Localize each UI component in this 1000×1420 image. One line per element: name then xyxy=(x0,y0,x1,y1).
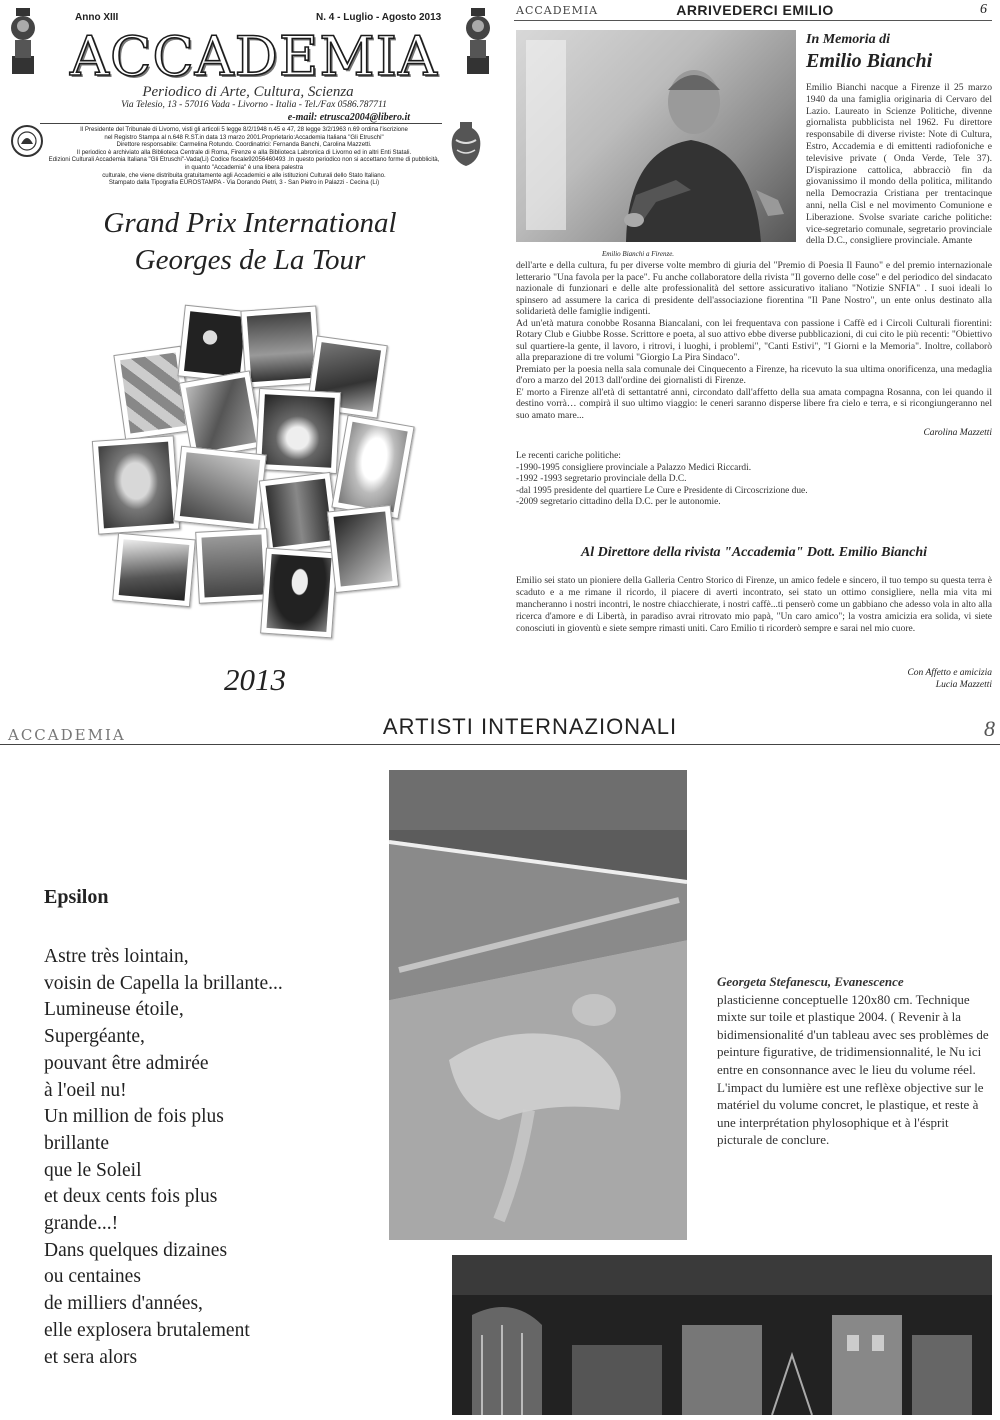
collage-card xyxy=(173,446,266,531)
collage-card xyxy=(195,528,271,604)
legal-line: Edizioni Culturali Accademia Italiana "Gli Etruschi"-Vada(Li) Codice fiscale92056460493 .In questo periodico non si accettano forme di pubblicità, in quanto "Accademia" è una libera palestra xyxy=(48,156,440,171)
man-portrait-icon xyxy=(516,30,796,242)
collage-card xyxy=(240,305,321,388)
poem-line: voisin de Capella la brillante... xyxy=(44,972,283,994)
seal-emblem-icon xyxy=(10,124,44,158)
section-title: ARTISTI INTERNAZIONALI xyxy=(382,714,678,739)
legal-notice xyxy=(48,126,440,187)
collage-card xyxy=(327,505,399,593)
poem-line: que le Soleil xyxy=(44,1159,142,1181)
article-paragraph: dell'arte e della cultura, fu per diverse volte membro di giuria del "Premio di Poesia Il Fauno" e del premio internazionale letterario "Una favola per la pace". Fu anche collaboratore della rivista "Il governo delle cose" e del periodico del sindacato nazionale di funzionari e delle alte professionalità del settore assicurativo italiano "Notizie SNFIA" . I suoi ideali lo spinsero ad assumere la carica di presidente dell'associazione fiorentina "Il Pane Nostro", un ente onlus destinato alla solidarietà delle famiglie indigenti. xyxy=(516,260,992,317)
photo-caption: Emilio Bianchi a Firenze. xyxy=(602,250,675,258)
article-body xyxy=(516,260,992,421)
letter-body: Emilio sei stato un pioniere della Galleria Centro Storico di Firenze, un amico fedele e sincero, il tuo tempo su questa terra è scaduto e a me rimane il ricordo, il piacere di averti incontrato, sei stato un ottimo consigliere, nella mia vita mi mancheranno i nostri incontri, le nostre chiacchierate, i nostri caffè...ti penserò come un gabbiano che adesso vola in alto alla ricerca d'amore e di Libertà, in paradiso avrai ritrovato mio papà, "Un caro amico"; la vostra amicizia era solida, vi siete conosciuti in gioventù e siete sempre rimasti uniti. Caro Emilio ti ricorderò sempre e sarai nel mio cuore. xyxy=(516,576,992,634)
cover-year: 2013 xyxy=(224,662,286,697)
memorial-heading: In Memoria di xyxy=(806,32,891,47)
masthead-small: ACCADEMIA xyxy=(8,726,126,744)
page-number: 8 xyxy=(984,716,995,741)
legal-line: Direttore responsabile: Carmelina Rotundo. Coordinatrici: Fernanda Banchi, Carolina Mazzetti. xyxy=(116,141,372,149)
career-item: -2009 segretario cittadino della D.C. per le autonomie. xyxy=(516,497,721,507)
cover-title-line2: Georges de La Tour xyxy=(134,244,366,276)
amphora-icon xyxy=(446,120,486,168)
artist-name: Georgeta Stefanescu, Evanescence xyxy=(717,974,904,989)
masthead-divider xyxy=(40,123,442,124)
letter-signature-name: Lucia Mazzetti xyxy=(935,680,992,690)
poem-line: pouvant être admirée xyxy=(44,1052,209,1074)
poem-line: Lumineuse étoile, xyxy=(44,999,184,1021)
poem-body xyxy=(44,944,384,1371)
legal-line: Il periodico è archiviato alla Biblioteca Centrale di Roma, Firenze e alla Biblioteca Labronica di Livorno ed in altri Enti Statali. xyxy=(76,148,412,156)
letter-signature xyxy=(760,667,992,691)
poem-title: Epsilon xyxy=(44,886,109,908)
poem-line: grande...! xyxy=(44,1213,119,1235)
career-list xyxy=(516,451,992,509)
masthead-title: ACCADEMIA xyxy=(70,25,438,88)
poem-line: de milliers d'années, xyxy=(44,1293,203,1315)
article-signature: Carolina Mazzetti xyxy=(923,428,992,438)
artwork-text: plasticienne conceptuelle 120x80 cm. Technique mixte sur toile et plastique 2004. ( Revenir à la bidimensionalité d'un tableau avec ses problèmes de peinture figurative, de tridimensionnalité, le Nu ici entre en consonnance avec le lieu du volume réel. L'impact du lumière est une reflèxe objective sur le matériel du volume concret, le plastique, et reste à une interprétation phylosophique et à l'ésprit picturale de conclure. xyxy=(717,991,989,1148)
poem-line: Astre très lointain, xyxy=(44,946,189,967)
collage-card xyxy=(331,415,414,519)
section-title: ARRIVEDERCI EMILIO xyxy=(676,2,834,18)
reclining-nude-painting-icon xyxy=(389,770,687,1240)
article-paragraph: Premiato per la poesia nella sala comunale dei Cinquecento a Firenze, ha ricevuto la sua ultima onorificenza, una medaglia d'oro a marzo del 2013 dall'ordine dei giornalisti di Firenze. xyxy=(516,363,992,386)
career-item: -1990-1995 consigliere provinciale a Palazzo Medici Riccardi. xyxy=(516,462,752,473)
artwork-collage xyxy=(85,300,405,640)
issue-number: N. 4 - Luglio - Agosto 2013 xyxy=(316,12,442,23)
lion-statue-right-icon xyxy=(461,4,495,76)
collage-card xyxy=(92,435,180,534)
collage-card xyxy=(112,533,196,608)
letter-signature-line: Con Affetto e amicizia xyxy=(907,668,992,678)
poem-line: à l'oeil nu! xyxy=(44,1079,127,1101)
collage-card xyxy=(255,388,341,474)
legal-line: nel Registro Stampa al n.648 R.ST.in data 13 marzo 2001.Proprietario:Accademia Italiana "Gli Etruschi" xyxy=(104,133,384,141)
masthead-email: e-mail: etrusca2004@libero.it xyxy=(287,112,410,123)
poem-line: Supergéante, xyxy=(44,1026,145,1048)
masthead-subtitle: Periodico di Arte, Cultura, Scienza xyxy=(142,84,354,100)
memorial-name: Emilio Bianchi xyxy=(806,50,933,72)
career-title: Le recenti cariche politiche: xyxy=(516,451,621,461)
header-divider xyxy=(0,744,1000,745)
issue-year: Anno XIII xyxy=(75,12,119,23)
header-divider xyxy=(514,20,992,21)
poem-line: Un million de fois plus xyxy=(44,1106,224,1128)
cityscape-painting-icon xyxy=(452,1255,992,1415)
poem-line: brillante xyxy=(44,1132,109,1154)
portrait-photo xyxy=(516,30,796,242)
masthead-address: Via Telesio, 13 - 57016 Vada - Livorno - Italia - Tel./Fax 0586.787711 xyxy=(121,100,387,110)
legal-line: culturale, che viene distribuita gratuitamente agli Accademici e alle istituzioni Culturali dello Stato Italiano. xyxy=(102,171,386,179)
career-item: -1992 -1993 segretario provinciale della D.C. xyxy=(516,474,687,484)
article-body-column: Emilio Bianchi nacque a Firenze il 25 marzo 1940 da una famiglia originaria di Cervaro del Lazio. Laureato in Scienze Politiche, divenne giornalista pubblicista nel 1962. Fu direttore responsabile di diverse riviste: Note di Cultura, Estro, Accademia e di emittenti radiofoniche e televisive private ( Onda Verde, Tele 37). D'ispirazione cattolica, abbracciò fin da giovanissimo il mondo della politica, militando nella Democrazia Cristiana per trentacinque anni, nella Cisl e nel movimento Comunione e Liberazione. Svolse svariate cariche politiche: vice-segretario comunale, segretario provinciale della D.C., consigliere provinciale. Amante xyxy=(806,82,992,247)
artwork-description xyxy=(717,973,995,1149)
cityscape-artwork xyxy=(452,1255,992,1415)
cover-title-line1: Grand Prix International xyxy=(103,207,397,239)
legal-line: Stampato dalla Tipografia EUROSTAMPA - Via Dorando Pietri, 3 - San Pietro in Palazzi - Cecina (Li) xyxy=(108,179,380,187)
poem-line: elle explosera brutalement xyxy=(44,1319,250,1341)
legal-line: Il Presidente del Tribunale di Livorno, visti gli articoli 5 legge 8/2/1948 n.45 e 47, 28 legge 3/2/1963 n.69 ordina l'iscrizione xyxy=(80,126,408,133)
lion-statue-left-icon xyxy=(6,4,40,76)
poem-line: ou centaines xyxy=(44,1266,141,1288)
evanescence-artwork xyxy=(389,770,687,1240)
career-item: -dal 1995 presidente del quartiere Le Cure e Presidente di Circoscrizione due. xyxy=(516,485,808,496)
article-paragraph: Ad un'età matura conobbe Rosanna Biancalani, con lei frequentava con passione i Caffè ed i Circoli Culturali fiorentini: Rotary Club e Giubbe Rosse. Scrittore e poeta, al suo attivo ebbe diverse pubblicazioni, di cui cito le più recenti: "Obiettivo sul quartiere-la gente, il lavoro, i ritrovi, i luoghi, i problemi", "Canti Estivi", "I Giorni e la Memoria". Inoltre, collaborò alla preparazione di tre volumi "Giorgio La Pira Sindaco". xyxy=(516,317,992,363)
poem-line: et deux cents fois plus xyxy=(44,1186,218,1208)
poem-line: et sera alors xyxy=(44,1346,138,1368)
masthead-small: ACCADEMIA xyxy=(516,4,599,17)
letter-heading: Al Direttore della rivista "Accademia" Dott. Emilio Bianchi xyxy=(580,545,928,560)
poem-line: Dans quelques dizaines xyxy=(44,1239,228,1261)
collage-card xyxy=(260,548,338,639)
article-paragraph: E' morto a Firenze all'età di settantatré anni, circondato dall'affetto della sua amata compagna Rosanna, con lei quando il destino vorrà… compirà il suo ultimo viaggio: le ceneri saranno disperse libere fra cielo e terra, e si ricongiungeranno nel suo amato mare... xyxy=(516,386,992,421)
page-number: 6 xyxy=(980,2,987,17)
